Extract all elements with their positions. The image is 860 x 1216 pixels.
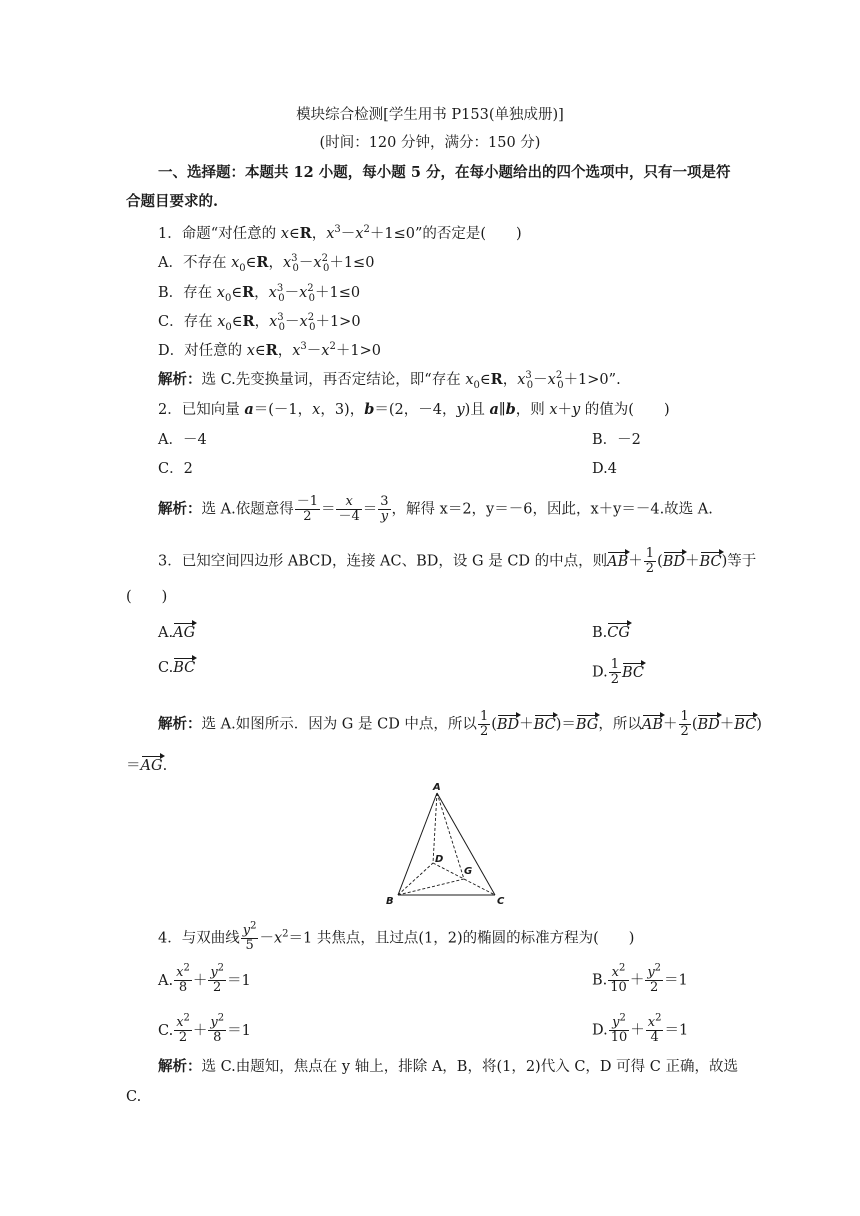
edge-ad [433, 793, 437, 863]
question-4-option-d: D. $\frac{y^2}{10}$ ＋ $\frac{x^2}{4}$ ＝1 [592, 1012, 689, 1045]
page-subtitle: (时间：120 分钟，满分：150 分) [319, 135, 541, 151]
question-3-stem: 3．已知空间四边形 ABCD，连接 AC、BD，设 G 是 CD 的中点，则AB＋ $\frac{1}{2}$ (BD＋BC)等于 [158, 546, 757, 576]
segment-ag [437, 793, 464, 879]
edge-bd [398, 863, 433, 895]
question-2-option-d: D.4 [592, 461, 617, 477]
question-3-option-a: A.AG [158, 625, 196, 641]
question-1-option-c: C．存在 $x_0\in R$，$x^3_0-x^2_0+1>0$ [158, 312, 361, 333]
question-4-options-row1 [158, 962, 758, 995]
question-3-analysis-cont: ＝AG. [126, 758, 168, 774]
question-1-analysis: 解析：选 C.先变换量词，再否定结论，即“存在 $x_0\in R$，$x^3_0-x^2_0+1>0$”. [158, 370, 621, 391]
question-3-options-row1 [158, 623, 758, 643]
question-4-stem: 4．与双曲线 $\frac{y^2}{5}$ $-x^2=1$ 共焦点，且过点(1，2)的椭圆的标准方程为( ) [158, 920, 635, 953]
question-1-option-b: B．存在 $x_0\in R$，$x^3_0-x^2_0+1\le 0$ [158, 283, 361, 304]
label-a: A [433, 782, 441, 793]
question-1-option-d: D．对任意的 x∈R，$x^3-x^2+1>0$ [158, 341, 381, 359]
question-2-options-row1 [158, 430, 758, 450]
question-4-analysis-cont: C. [126, 1089, 142, 1105]
question-3-options-row2 [158, 657, 758, 687]
question-4-option-b: B. $\frac{x^2}{10}$ ＋ $\frac{y^2}{2}$ ＝1 [592, 962, 688, 995]
question-4-analysis: 解析：选 C.由题知，焦点在 y 轴上，排除 A，B，将(1，2)代入 C，D 可得 C 正确，故选 [158, 1058, 738, 1075]
question-3-analysis: 解析：选 A.如图所示．因为 G 是 CD 中点，所以 $\frac{1}{2}$ (BD＋BC)＝BG，所以AB＋ $\frac{1}{2}$ (BD＋BC) [158, 709, 762, 739]
section-heading: 一、选择题：本题共 12 小题，每小题 5 分，在每小题给出的四个选项中，只有一项是符 [158, 164, 731, 181]
section-heading-cont: 合题目要求的. [126, 193, 219, 210]
segment-bg [398, 879, 464, 895]
question-1-option-a: A．不存在 $x_0\in R$，$x^3_0-x^2_0+1\le 0$ [158, 253, 375, 274]
question-2-analysis: 解析：选 A.依题意得 $\frac{-1}{2}$ ＝ $\frac{x}{-4}$ ＝ $\frac{3}{y}$ ，解得 x＝2，y＝－6，因此，x＋y＝－4.故选 A. [158, 494, 713, 524]
question-2-option-c: C．2 [158, 461, 193, 477]
question-3-blank: ( ) [126, 589, 168, 605]
page-title: 模块综合检测[学生用书 P153(单独成册)] [296, 107, 564, 123]
question-4-option-c: C. $\frac{x^2}{2}$ ＋ $\frac{y^2}{8}$ ＝1 [158, 1012, 251, 1045]
edge-ab [398, 793, 437, 895]
question-4-option-a: A. $\frac{x^2}{8}$ ＋ $\frac{y^2}{2}$ ＝1 [158, 962, 251, 995]
question-3-option-c: C.BC [158, 660, 196, 676]
label-g: G [464, 866, 473, 877]
question-2-stem: 2．已知向量 a＝(－1，x，3)，b＝(2，－4，y)且 a∥b，则 x＋y 的值为( ) [158, 401, 670, 418]
question-3-option-d: D. $\frac{1}{2}$ BC [592, 657, 645, 687]
question-2-option-a: A．－4 [158, 432, 207, 448]
question-2-option-b: B．－2 [592, 432, 641, 448]
tetrahedron-figure [380, 778, 510, 908]
question-4-options-row2 [158, 1012, 758, 1045]
label-b: B [386, 896, 394, 907]
label-d: D [435, 854, 444, 865]
label-c: C [497, 896, 505, 907]
question-2-options-row2 [158, 459, 758, 479]
question-3-option-b: B.CG [592, 625, 630, 641]
question-1-stem: 1．命题“对任意的 x∈R，$x^3-x^2+1\le 0$”的否定是( ) [158, 224, 522, 242]
